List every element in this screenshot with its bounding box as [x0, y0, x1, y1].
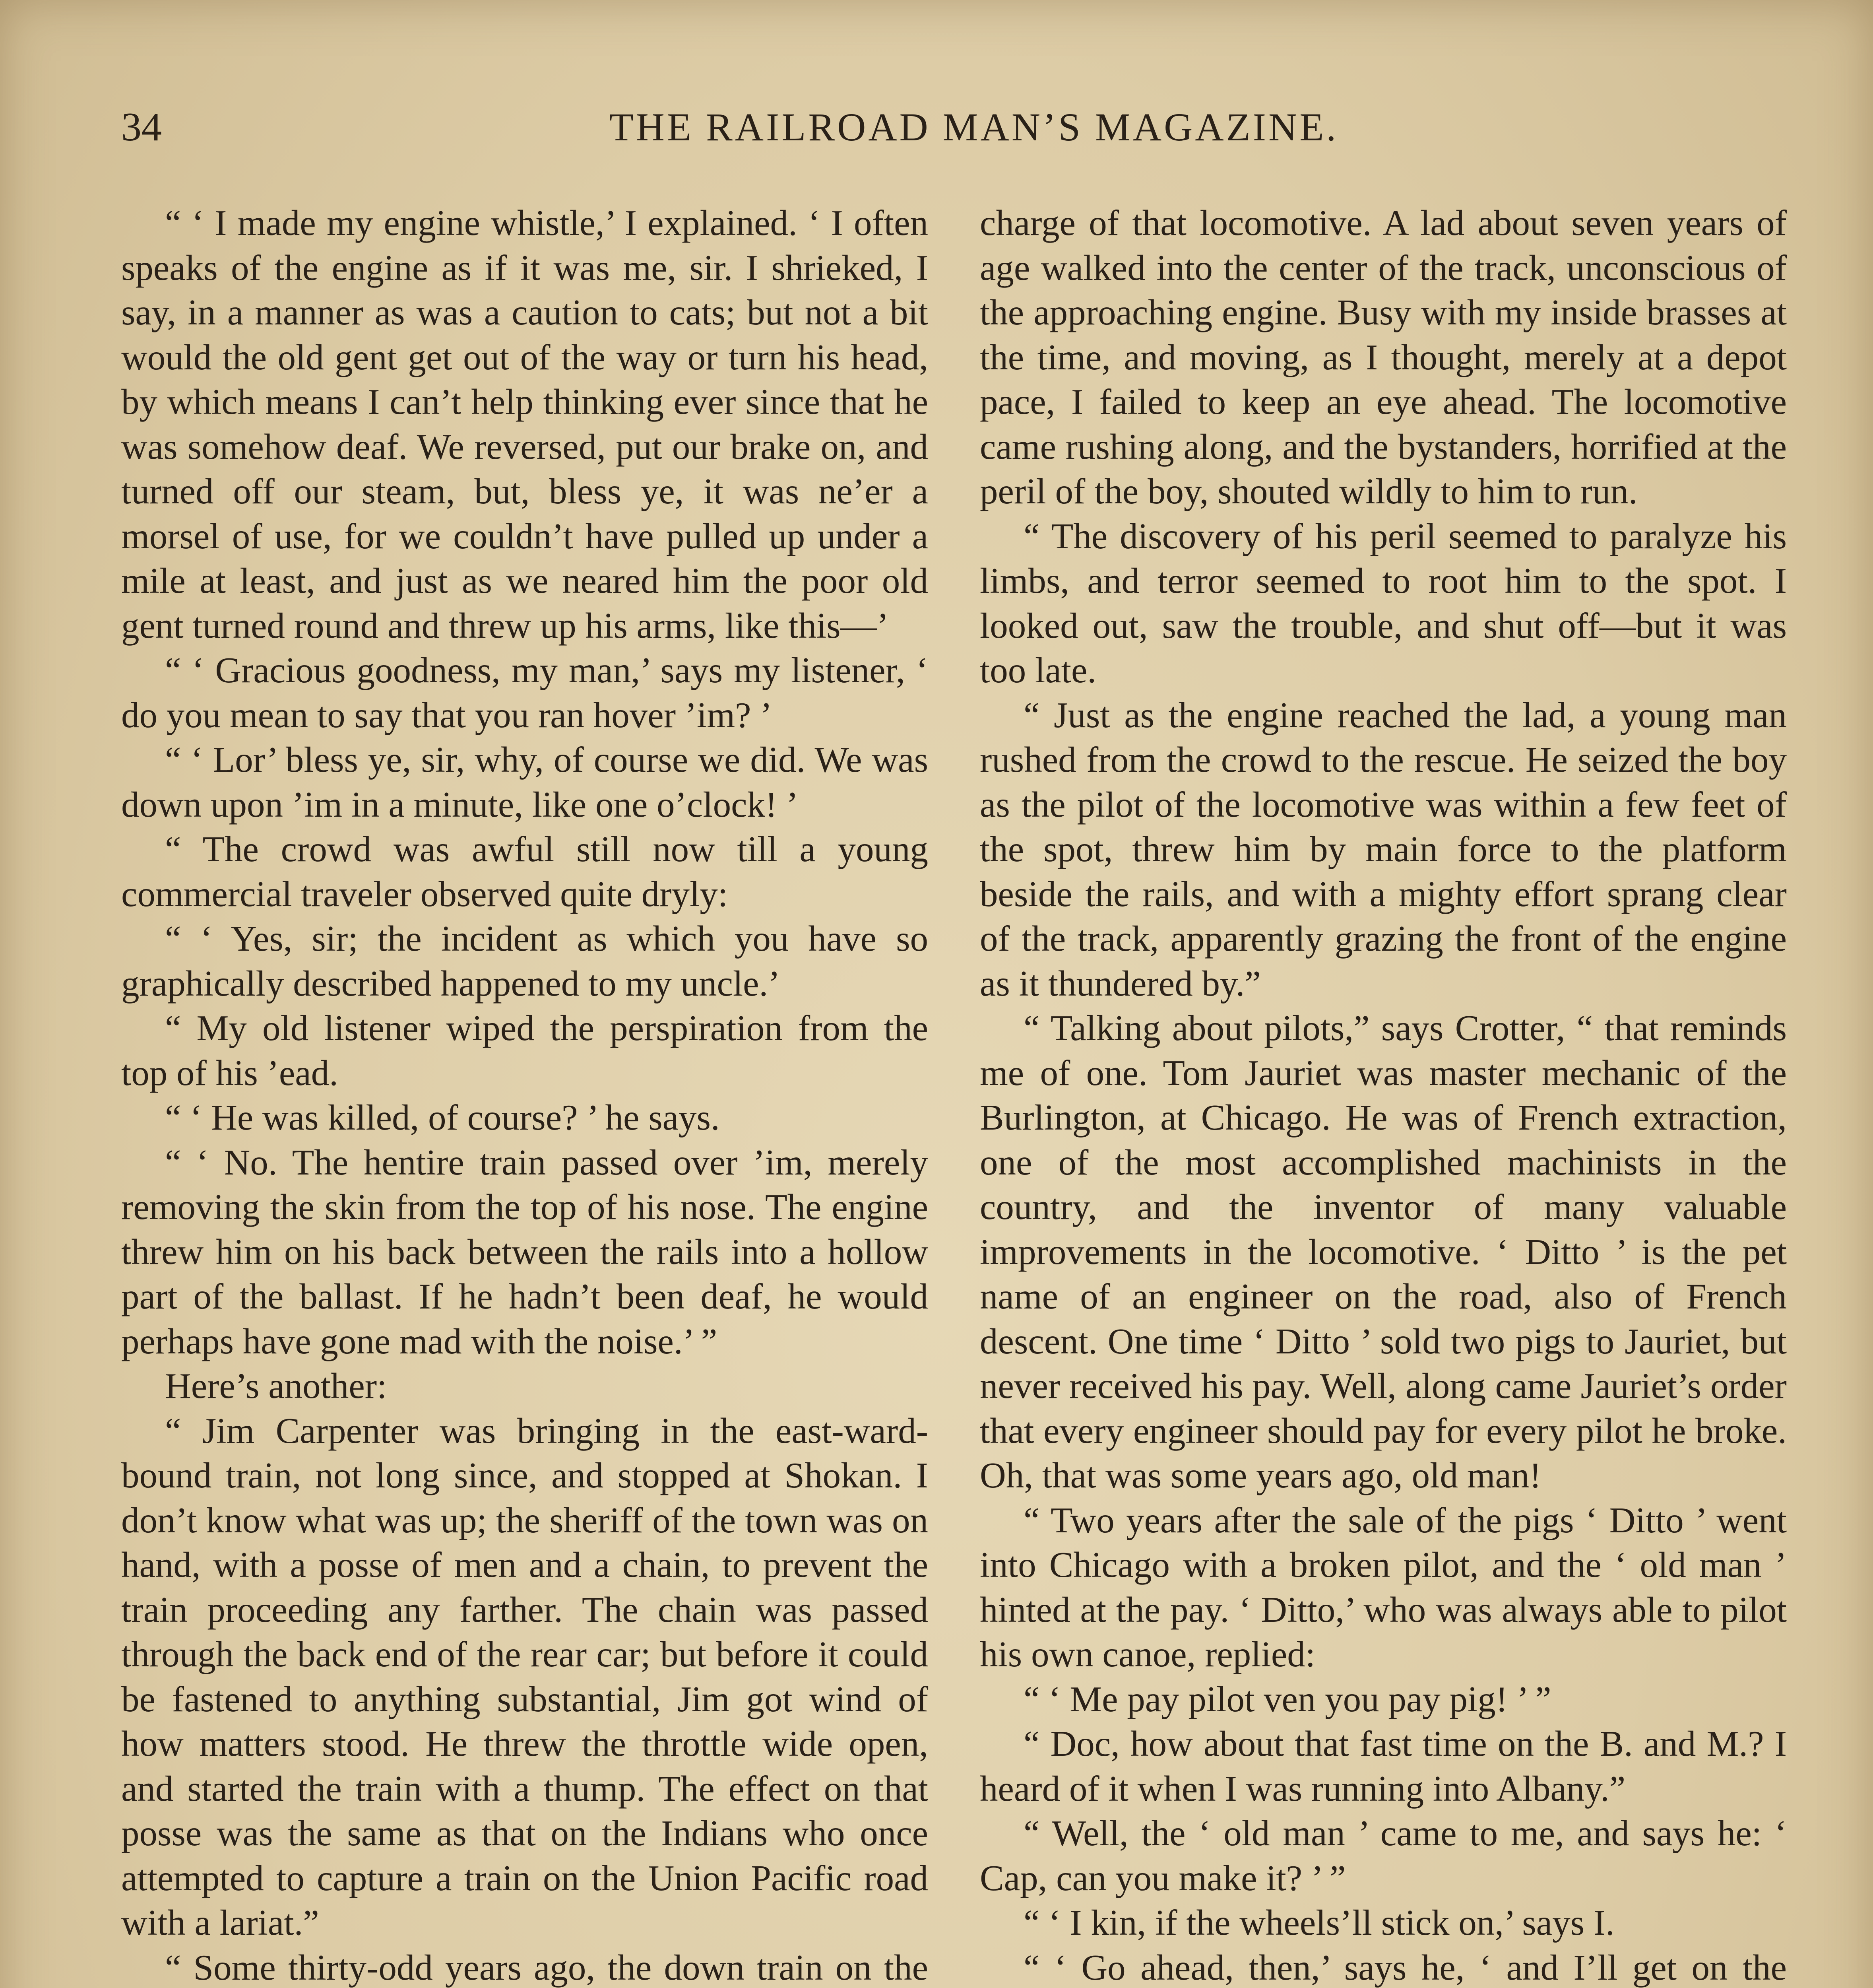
- paragraph: “ ‘ Yes, sir; the incident as which you have so graphically described happened to my uncle.’: [121, 918, 928, 1004]
- paragraph: “ Well, the ‘ old man ’ came to me, and says he: ‘ Cap, can you make it? ’ ”: [980, 1813, 1787, 1898]
- paragraph: “ Doc, how about that fast time on the B. and M.? I heard of it when I was running into Albany.”: [980, 1724, 1787, 1809]
- paragraph: “ Some thirty-odd years ago, the down train on the: [165, 1947, 928, 1988]
- paragraph: “ The crowd was awful still now till a young commercial traveler observed quite dryly:: [121, 829, 928, 914]
- paragraph: “ ‘ Me pay pilot ven you pay pig! ’ ”: [1024, 1679, 1551, 1719]
- page-number: 34: [121, 105, 162, 149]
- paragraph: “ ‘ Lor’ bless ye, sir, why, of course we did. We was down upon ’im in a minute, like one o’clock! ’: [121, 740, 928, 825]
- paragraph: “ ‘ Gracious goodness, my man,’ says my listener, ‘ do you mean to say that you ran hover ’im? ’: [121, 650, 928, 735]
- paragraph: “ The discovery of his peril seemed to paralyze his limbs, and terror seemed to root him to the spot. I looked out, saw the trouble, and shut off—but it was too late.: [980, 516, 1787, 690]
- paragraph: “ Talking about pilots,” says Crotter, “ that reminds me of one. Tom Jauriet was master mechanic of the Burlington, at Chicago. He was of French extraction, one of the most accomplished machinists in the country, and the inventor of many valuable improvements in the locomotive. ‘ Ditto ’ is the pet name of an engineer on the road, also of French descent. One time ‘ Ditto ’ sold two pigs to Jauriet, but never received his pay. Well, along came Jauriet’s order that every engineer should pay for every pilot he broke. Oh, that was some years ago, old man!: [980, 1008, 1787, 1495]
- paragraph: “ My old listener wiped the perspiration from the top of his ’ead.: [121, 1008, 928, 1093]
- paragraph: “ ‘ I made my engine whistle,’ I explained. ‘ I often speaks of the engine as if it was me, sir. I shrieked, I say, in a manner as was a caution to cats; but not a bit would the old gent get out of the way or turn his head, by which means I can’t help thinking ever since that he was somehow deaf. We reversed, put our brake on, and turned off our steam, but, bless ye, it was ne’er a morsel of use, for we couldn’t have pulled up under a mile at least, and just as we neared him the poor old gent turned round and threw up his arms, like this—’: [121, 203, 928, 646]
- paragraph: “ ‘ Go ahead, then,’ says he, ‘ and I’ll get on the: [1024, 1947, 1787, 1988]
- paragraph: Here’s another:: [165, 1366, 387, 1406]
- paragraph: “ Jim Carpenter was bringing in the east-ward-bound train, not long since, and stopped at Shokan. I don’t know what was up; the sheriff of the town was on hand, with a posse of men and a chain, to prevent the train proceeding any farther. The chain was passed through the back end of the rear car; but before it could be fastened to anything substantial, Jim got wind of how matters stood. He threw the throttle wide open, and started the train with a thump. The effect on that posse was the same as that on the Indians who once attempted to capture a train on the Union Pacific road with a lariat.”: [121, 1410, 928, 1943]
- paragraph: “ Two years after the sale of the pigs ‘ Ditto ’ went into Chicago with a broken pilot, and the ‘ old man ’ hinted at the pay. ‘ Ditto,’ who was always able to pilot his own canoe, replied:: [980, 1500, 1787, 1674]
- running-title: THE RAILROAD MAN’S MAGAZINE.: [609, 105, 1339, 149]
- left-column: [121, 201, 928, 1988]
- paragraph: charge of that locomotive. A lad about seven years of age walked into the center of the track, unconscious of the approaching engine. Busy with my inside brasses at the time, and moving, as I thought, merely at a depot pace, I failed to keep an eye ahead. The locomotive came rushing along, and the bystanders, horrified at the peril of the boy, shouted wildly to him to run.: [980, 203, 1787, 511]
- paragraph: “ ‘ No. The hentire train passed over ’im, merely removing the skin from the top of his nose. The engine threw him on his back between the rails into a hollow part of the ballast. If he hadn’t been deaf, he would perhaps have gone mad with the noise.’ ”: [121, 1142, 928, 1361]
- paragraph: “ ‘ He was killed, of course? ’ he says.: [165, 1097, 720, 1138]
- right-column: [980, 201, 1787, 1988]
- page-header: [121, 99, 1779, 155]
- paragraph: “ Just as the engine reached the lad, a young man rushed from the crowd to the rescue. He seized the boy as the pilot of the locomotive was within a few feet of the spot, threw him by main force to the platform beside the rails, and with a mighty effort sprang clear of the track, apparently grazing the front of the engine as it thundered by.”: [980, 695, 1787, 1004]
- paragraph: “ ‘ I kin, if the wheels’ll stick on,’ says I.: [1024, 1903, 1615, 1943]
